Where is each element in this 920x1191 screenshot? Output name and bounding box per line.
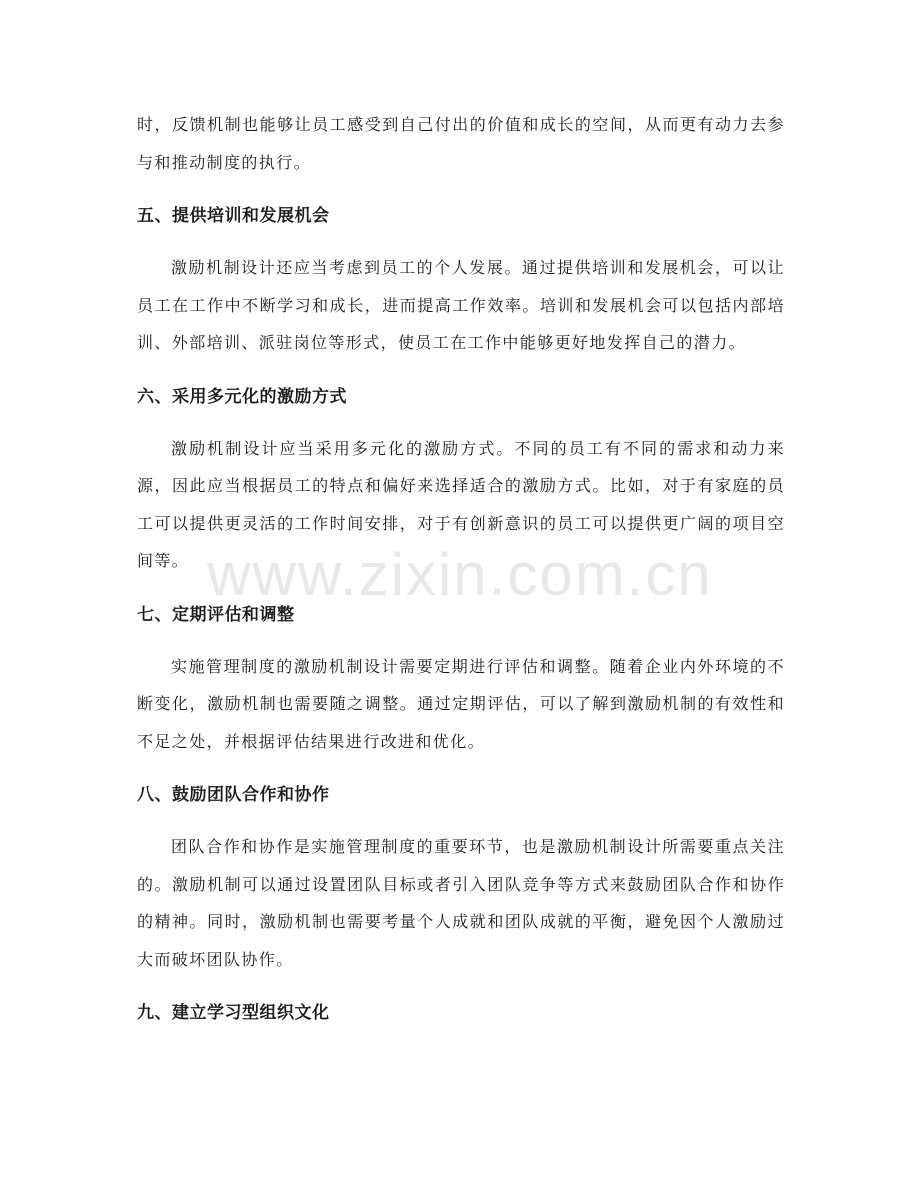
section-body-7: 实施管理制度的激励机制设计需要定期进行评估和调整。随着企业内外环境的不断变化，激励机制也需要随之调整。通过定期评估，可以了解到激励机制的有效性和不足之处，并根据评估结果进行改进和优化。 — [137, 656, 785, 751]
spacer — [137, 411, 785, 430]
document-content — [137, 106, 785, 1027]
section-heading-9: 九、建立学习型组织文化 — [137, 1003, 330, 1023]
watermark-text: www.zixin.com.cn — [207, 541, 713, 608]
section-heading-5: 五、提供培训和发展机会 — [137, 206, 330, 226]
section-body-6: 激励机制设计应当采用多元化的激励方式。不同的员工有不同的需求和动力来源，因此应当根据员工的特点和偏好来选择适合的激励方式。比如，对于有家庭的员工可以提供更灵活的工作时间安排，对于有创新意识的员工可以提供更广阔的项目空间等。 — [137, 438, 785, 570]
spacer — [137, 809, 785, 828]
spacer — [137, 362, 785, 383]
intro-paragraph: 时，反馈机制也能够让员工感受到自己付出的价值和成长的空间，从而更有动力去参与和推动制度的执行。 — [137, 115, 785, 172]
section-heading-6: 六、采用多元化的激励方式 — [137, 386, 347, 407]
section-body-8: 团队合作和协作是实施管理制度的重要环节，也是激励机制设计所需要重点关注的。激励机制可以通过设置团队目标或者引入团队竞争等方式来鼓励团队合作和协作的精神。同时，激励机制也需要考量个人成就和团队成就的平衡，避免因个人激励过大而破坏团队协作。 — [137, 837, 785, 969]
section-body-5: 激励机制设计还应当考虑到员工的个人发展。通过提供培训和发展机会，可以让员工在工作中不断学习和成长，进而提高工作效率。培训和发展机会可以包括内部培训、外部培训、派驻岗位等形式，使员工在工作中能够更好地发挥自己的潜力。 — [137, 258, 785, 352]
spacer — [137, 760, 785, 781]
spacer — [137, 181, 785, 202]
section-heading-8: 八、鼓励团队合作和协作 — [137, 785, 330, 805]
spacer — [137, 580, 785, 601]
spacer — [137, 230, 785, 249]
section-heading-7: 七、定期评估和调整 — [137, 604, 295, 625]
spacer — [137, 629, 785, 648]
spacer — [137, 978, 785, 999]
